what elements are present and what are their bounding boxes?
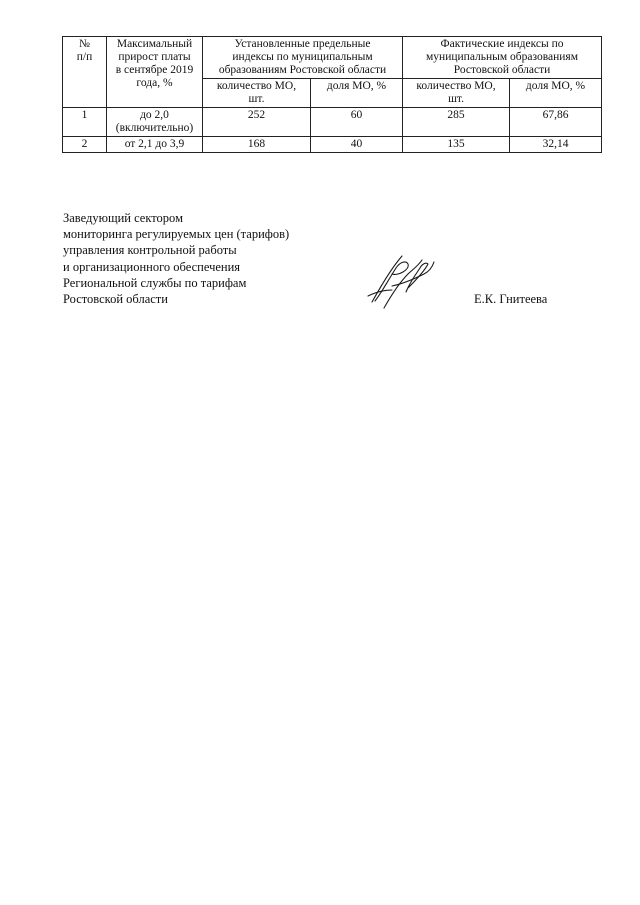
cell-set-count: 252 <box>203 108 311 137</box>
cell-num: 2 <box>63 137 107 153</box>
subheader-set-count: количество МО, шт. <box>203 79 311 108</box>
indices-table <box>62 36 602 153</box>
subheader-set-share: доля МО, % <box>311 79 403 108</box>
cell-fact-share: 32,14 <box>510 137 602 153</box>
subheader-fact-count: количество МО, шт. <box>403 79 510 108</box>
cell-set-count: 168 <box>203 137 311 153</box>
signatory-position: Заведующий сектором мониторинга регулируемых цен (тарифов) управления контрольной работы и организационного обеспечения Региональной службы по тарифам Ростовской области <box>63 211 290 307</box>
cell-fact-count: 135 <box>403 137 510 153</box>
cell-num: 1 <box>63 108 107 137</box>
cell-set-share: 60 <box>311 108 403 137</box>
cell-fact-share: 67,86 <box>510 108 602 137</box>
header-max-growth: Максимальный прирост платы в сентябре 2019 года, % <box>107 37 203 108</box>
handwritten-signature <box>362 252 442 310</box>
cell-fact-count: 285 <box>403 108 510 137</box>
table-header-row <box>63 37 602 79</box>
header-fact-indices: Фактические индексы по муниципальным образованиям Ростовской области <box>403 37 602 79</box>
cell-range: до 2,0 (включительно) <box>107 108 203 137</box>
cell-set-share: 40 <box>311 137 403 153</box>
header-set-indices: Установленные предельные индексы по муниципальным образованиям Ростовской области <box>203 37 403 79</box>
header-num: № п/п <box>63 37 107 108</box>
cell-range: от 2,1 до 3,9 <box>107 137 203 153</box>
signer-name: Е.К. Гнитеева <box>474 292 548 306</box>
subheader-fact-share: доля МО, % <box>510 79 602 108</box>
table-row <box>63 137 602 153</box>
table-row <box>63 108 602 137</box>
